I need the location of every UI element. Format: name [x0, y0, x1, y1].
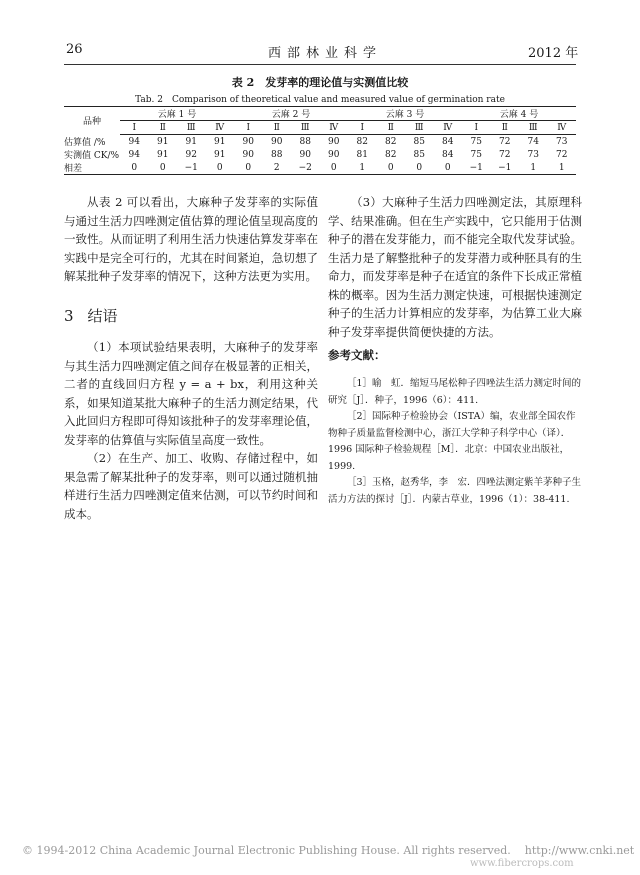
- reference-item: ［2］国际种子检验协会（ISTA）编，农业部全国农作物种子质量监督检测中心，浙江大学种子科学中心（译）．1996 国际种子检验规程［M］．北京：中国农业出版社，1999.: [328, 411, 576, 472]
- table-row: [64, 135, 576, 149]
- table-cell: 0: [377, 161, 406, 175]
- table-cell: 0: [405, 161, 434, 175]
- table-cell: 75: [470, 136, 482, 147]
- table-cell: 90: [328, 149, 340, 160]
- table-cell: −2: [291, 161, 320, 175]
- sub-header: Ⅰ: [462, 121, 491, 135]
- table-cell: 72: [556, 149, 568, 160]
- table-title-cn: 表 2 发芽率的理论值与实测值比较: [231, 76, 409, 89]
- variety-header: 云麻 2 号: [234, 107, 348, 121]
- table-cell: 84: [442, 136, 454, 147]
- row-label: 相差: [64, 161, 120, 175]
- table-cell: 1: [548, 161, 577, 175]
- journal-title: 西部林业科学: [268, 46, 383, 61]
- left-conclusions: [64, 338, 318, 523]
- table-cell: 88: [299, 136, 311, 147]
- sub-header: Ⅲ: [519, 121, 548, 135]
- variety-header: 云麻 3 号: [348, 107, 462, 121]
- table-cell: 90: [271, 136, 283, 147]
- sub-header: Ⅱ: [491, 121, 520, 135]
- table-cell: 91: [185, 136, 197, 147]
- table-cell: 91: [214, 136, 226, 147]
- table-cell: 0: [120, 161, 149, 175]
- table-cell: −1: [462, 161, 491, 175]
- sub-header: Ⅱ: [263, 121, 292, 135]
- references-list: [328, 376, 582, 508]
- table-cell: 82: [356, 136, 368, 147]
- sub-header: Ⅰ: [234, 121, 263, 135]
- intro-paragraph: 从表 2 可以看出，大麻种子发芽率的实际值与通过生活力四唑测定值估算的理论值呈现高度的一致性。从而证明了利用生活力快速估算发芽率在实践中是完全可行的，尤其在时间紧迫，急切想了解某批种子发芽率的情况下，这种方法更为实用。: [64, 195, 318, 283]
- table-corner: 品种: [64, 107, 120, 135]
- table-cell: 85: [413, 149, 425, 160]
- table-cell: 73: [556, 136, 568, 147]
- sub-header: Ⅱ: [377, 121, 406, 135]
- table-cell: 2: [263, 161, 292, 175]
- table-cell: 72: [499, 149, 511, 160]
- table-cell: 90: [328, 136, 340, 147]
- row-label: 估算值 /%: [64, 137, 106, 148]
- copyright-text: © 1994-2012 China Academic Journal Electronic Publishing House. All rights reserved.: [22, 844, 511, 857]
- sub-header: Ⅳ: [320, 121, 349, 135]
- table-cell: 90: [242, 136, 254, 147]
- table-cell: 91: [157, 149, 169, 160]
- header-rule: [64, 64, 576, 65]
- sub-header: Ⅰ: [120, 121, 149, 135]
- sub-header: Ⅲ: [177, 121, 206, 135]
- table-cell: 72: [499, 136, 511, 147]
- table-cell: 1: [348, 161, 377, 175]
- table-cell: 88: [271, 149, 283, 160]
- sub-header: Ⅳ: [206, 121, 235, 135]
- variety-header: 云麻 1 号: [120, 107, 234, 121]
- conclusion-paragraph-2: （2）在生产、加工、收购、存储过程中，如果急需了解某批种子的发芽率，则可以通过随机抽样进行生活力四唑测定值来估测，可以节约时间和成本。: [64, 451, 318, 521]
- watermark: www.fibercrops.com: [470, 858, 574, 869]
- table-cell: 94: [128, 136, 140, 147]
- table-cell: 1: [519, 161, 548, 175]
- table-subheader-row: [64, 121, 576, 135]
- table-cell: 74: [527, 136, 539, 147]
- right-column: [328, 193, 582, 341]
- table-cell: 90: [242, 149, 254, 160]
- left-intro: [64, 193, 318, 286]
- footer: [22, 844, 634, 857]
- footer-website: http://www.cnki.net: [524, 844, 635, 857]
- table-cell: 91: [214, 149, 226, 160]
- page-number: 26: [66, 42, 83, 57]
- table-cell: 91: [157, 136, 169, 147]
- journal-year: 2012 年: [528, 46, 579, 61]
- table-cell: 94: [128, 149, 140, 160]
- table-cell: 0: [320, 161, 349, 175]
- table-cell: 85: [413, 136, 425, 147]
- table-cell: 0: [149, 161, 178, 175]
- sub-header: Ⅲ: [405, 121, 434, 135]
- table-cell: 92: [185, 149, 197, 160]
- table-cell: 81: [356, 149, 368, 160]
- table-cell: 84: [442, 149, 454, 160]
- table-header-row: [64, 107, 576, 121]
- table-cell: 0: [206, 161, 235, 175]
- row-label: 实测值 CK/%: [64, 151, 120, 161]
- section-heading: [64, 305, 118, 326]
- sub-header: Ⅳ: [434, 121, 463, 135]
- table-cell: −1: [177, 161, 206, 175]
- table-cell: 82: [385, 136, 397, 147]
- conclusion-paragraph-1: （1）本项试验结果表明，大麻种子的发芽率与其生活力四唑测定值之间存在极显著的正相关，二者的直线回归方程 y = a + bx，利用这种关系，如果知道某批大麻种子的生活力测定结果，代入此回归方程即可得知该批种子的发芽率理论值，发芽率的估算值与实际值呈高度一致性。: [64, 340, 318, 447]
- table-cell: −1: [491, 161, 520, 175]
- section-number: 3: [64, 307, 74, 325]
- table-cell: 90: [299, 149, 311, 160]
- table-cell: 82: [385, 149, 397, 160]
- sub-header: Ⅱ: [149, 121, 178, 135]
- table-row: [64, 148, 576, 161]
- table-cell: 0: [434, 161, 463, 175]
- sub-header: Ⅰ: [348, 121, 377, 135]
- table-cell: 0: [234, 161, 263, 175]
- sub-header: Ⅲ: [291, 121, 320, 135]
- reference-item: ［1］喻 虹．缩短马尾松种子四唑法生活力测定时间的研究［J］．种子，1996（6）：411.: [328, 378, 582, 406]
- reference-item: ［3］玉格，赵秀华，李 宏．四唑法测定紫羊茅种子生活力方法的探讨［J］．内蒙古草业，1996（1）：38-411.: [328, 477, 582, 505]
- references-title: 参考文献：: [328, 348, 386, 362]
- table-cell: 75: [470, 149, 482, 160]
- table-row: [64, 161, 576, 175]
- table-title-en: Tab. 2 Comparison of theoretical value and measured value of germination rate: [135, 95, 505, 105]
- variety-header: 云麻 4 号: [462, 107, 576, 121]
- table-cell: 73: [527, 149, 539, 160]
- sub-header: Ⅳ: [548, 121, 577, 135]
- section-title: 结语: [87, 307, 118, 325]
- germination-table: [64, 106, 576, 175]
- conclusion-paragraph-3: （3）大麻种子生活力四唑测定法，其原理科学、结果准确。但在生产实践中，它只能用于估测种子的潜在发芽能力，而不能完全取代发芽试验。生活力是了解整批种子的发芽潜力或种胚具有的生命力，而发芽率是种子在适宜的条件下长成正常植株的概率。因为生活力测定快速，可根据快速测定种子的生活力计算相应的发芽率，为估算工业大麻种子发芽率提供简便快捷的方法。: [328, 195, 582, 339]
